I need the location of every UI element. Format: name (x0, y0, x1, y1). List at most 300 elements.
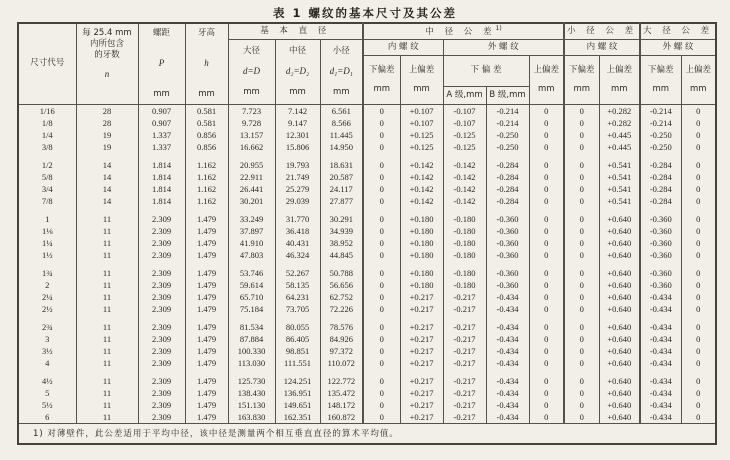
value-cell: 1.479 (185, 291, 228, 303)
value-cell: 0 (529, 225, 564, 237)
value-cell: 0 (529, 117, 564, 129)
table-row (18, 171, 716, 183)
value-cell: 0 (529, 411, 564, 424)
value-cell: 0 (564, 261, 599, 279)
value-cell: -0.360 (640, 225, 681, 237)
value-cell: -0.125 (443, 129, 486, 141)
value-cell: +0.640 (599, 261, 640, 279)
value-cell: 11 (76, 249, 138, 261)
value-cell: 11 (76, 303, 138, 315)
value-cell: +0.541 (599, 171, 640, 183)
value-cell: 64.231 (275, 291, 320, 303)
grade-b-label: B 级,mm (489, 89, 526, 100)
value-cell: 6.561 (320, 105, 363, 118)
value-cell: 26.441 (228, 183, 275, 195)
header-lower-deviation-int-pitch (363, 55, 400, 104)
value-cell: +0.180 (400, 207, 443, 225)
external-thread-label: 外 螺 纹 (662, 41, 694, 52)
value-cell: 80.055 (275, 315, 320, 333)
value-cell: +0.180 (400, 249, 443, 261)
value-cell: 0 (529, 291, 564, 303)
size-code-cell: 3/8 (18, 141, 76, 153)
value-cell: -0.217 (443, 357, 486, 369)
value-cell: +0.107 (400, 105, 443, 118)
value-cell: -0.250 (486, 129, 529, 141)
value-cell: -0.180 (443, 237, 486, 249)
value-cell: +0.142 (400, 153, 443, 171)
value-cell: 2.309 (138, 237, 185, 249)
thread-height-symbol: h (204, 58, 209, 69)
table-row (18, 105, 716, 118)
value-cell: -0.214 (486, 117, 529, 129)
value-cell: 0 (363, 369, 400, 387)
value-cell: 1.814 (138, 171, 185, 183)
value-cell: 22.911 (228, 171, 275, 183)
header-basic-diameter-group (228, 23, 363, 39)
value-cell: -0.434 (486, 369, 529, 387)
value-cell: 0 (529, 387, 564, 399)
value-cell: 135.472 (320, 387, 363, 399)
value-cell: 163.830 (228, 411, 275, 424)
value-cell: 1.479 (185, 387, 228, 399)
mm-unit: mm (652, 83, 670, 94)
value-cell: 0 (564, 369, 599, 387)
value-cell: 11 (76, 369, 138, 387)
value-cell: 11 (76, 387, 138, 399)
mm-unit: mm (690, 83, 707, 94)
value-cell: 0 (681, 141, 716, 153)
size-code-cell: 1 (18, 207, 76, 225)
value-cell: 34.939 (320, 225, 363, 237)
value-cell: 0.907 (138, 105, 185, 118)
value-cell: +0.541 (599, 183, 640, 195)
value-cell: 1.337 (138, 141, 185, 153)
value-cell: 0 (363, 411, 400, 424)
value-cell: 0 (681, 249, 716, 261)
value-cell: 2.309 (138, 387, 185, 399)
value-cell: 0 (529, 129, 564, 141)
value-cell: 11 (76, 345, 138, 357)
size-code-cell: 1/16 (18, 105, 76, 118)
value-cell: +0.180 (400, 225, 443, 237)
value-cell: 0 (681, 105, 716, 118)
size-code-cell: 3 (18, 333, 76, 345)
value-cell: -0.284 (486, 153, 529, 171)
value-cell: -0.434 (640, 345, 681, 357)
value-cell: -0.217 (443, 345, 486, 357)
table-row (18, 207, 716, 225)
value-cell: +0.282 (599, 117, 640, 129)
value-cell: -0.107 (443, 117, 486, 129)
value-cell: 13.157 (228, 129, 275, 141)
header-upper-deviation-int-minor (599, 55, 640, 104)
minor-diameter-unit: mm (332, 86, 350, 97)
value-cell: 18.631 (320, 153, 363, 171)
value-cell: 1.479 (185, 303, 228, 315)
header-pitch-diameter-tolerance-group (363, 23, 564, 39)
value-cell: 1.479 (185, 225, 228, 237)
value-cell: 7.723 (228, 105, 275, 118)
value-cell: -0.180 (443, 225, 486, 237)
value-cell: +0.640 (599, 345, 640, 357)
value-cell: 11 (76, 315, 138, 333)
value-cell: 0 (564, 117, 599, 129)
value-cell: -0.250 (640, 129, 681, 141)
major-diameter-symbol: d=D (242, 66, 261, 77)
value-cell: 31.770 (275, 207, 320, 225)
table-footer (18, 424, 716, 445)
value-cell: -0.434 (640, 387, 681, 399)
value-cell: 0.856 (185, 141, 228, 153)
value-cell: +0.445 (599, 141, 640, 153)
value-cell: 0 (681, 261, 716, 279)
value-cell: -0.214 (640, 117, 681, 129)
value-cell: -0.214 (486, 105, 529, 118)
value-cell: 1.337 (138, 129, 185, 141)
pitch-diameter-unit: mm (289, 86, 306, 97)
size-code-cell: 5½ (18, 399, 76, 411)
value-cell: 46.324 (275, 249, 320, 261)
value-cell: +0.640 (599, 225, 640, 237)
value-cell: 19.793 (275, 153, 320, 171)
value-cell: 1.162 (185, 171, 228, 183)
value-cell: 2.309 (138, 315, 185, 333)
value-cell: -0.217 (443, 369, 486, 387)
value-cell: 0.581 (185, 105, 228, 118)
value-cell: -0.284 (486, 183, 529, 195)
major-diameter-title: 大径 (242, 45, 260, 56)
value-cell: 110.072 (320, 357, 363, 369)
value-cell: 2.309 (138, 261, 185, 279)
value-cell: 86.405 (275, 333, 320, 345)
tpi-line1: 每 25.4 mm (82, 28, 132, 38)
value-cell: 19 (76, 141, 138, 153)
value-cell: -0.434 (640, 369, 681, 387)
value-cell: 0 (529, 249, 564, 261)
header-lower-deviation-int-minor (564, 55, 599, 104)
value-cell: 28 (76, 105, 138, 118)
value-cell: 0 (681, 303, 716, 315)
value-cell: +0.282 (599, 105, 640, 118)
value-cell: 47.803 (228, 249, 275, 261)
header-upper-deviation-ext-pitch (529, 55, 564, 104)
value-cell: 11.445 (320, 129, 363, 141)
value-cell: +0.640 (599, 249, 640, 261)
value-cell: 0 (681, 315, 716, 333)
value-cell: 2.309 (138, 345, 185, 357)
value-cell: 0 (564, 141, 599, 153)
value-cell: 0.581 (185, 117, 228, 129)
lower-deviation-label: 下偏差 (569, 64, 595, 75)
header-pitch-diameter (275, 39, 320, 104)
value-cell: 98.851 (275, 345, 320, 357)
value-cell: -0.434 (486, 333, 529, 345)
table-row (18, 261, 716, 279)
value-cell: 0 (363, 387, 400, 399)
value-cell: 0 (564, 333, 599, 345)
value-cell: -0.284 (640, 171, 681, 183)
grade-a-label: A 级,mm (446, 89, 483, 100)
size-code-cell: 1/2 (18, 153, 76, 171)
size-code-cell: 7/8 (18, 195, 76, 207)
value-cell: +0.217 (400, 333, 443, 345)
value-cell: 136.951 (275, 387, 320, 399)
value-cell: 0 (564, 357, 599, 369)
value-cell: +0.217 (400, 303, 443, 315)
value-cell: 0 (363, 207, 400, 225)
value-cell: 0 (681, 279, 716, 291)
value-cell: 33.249 (228, 207, 275, 225)
value-cell: -0.217 (443, 303, 486, 315)
value-cell: 2.309 (138, 291, 185, 303)
value-cell: +0.125 (400, 129, 443, 141)
value-cell: -0.214 (640, 105, 681, 118)
value-cell: 11 (76, 411, 138, 424)
value-cell: 0.907 (138, 117, 185, 129)
size-code-cell: 3½ (18, 345, 76, 357)
value-cell: 9.728 (228, 117, 275, 129)
thread-height-title: 牙高 (197, 28, 215, 38)
value-cell: +0.640 (599, 315, 640, 333)
size-code-cell: 6 (18, 411, 76, 424)
value-cell: +0.640 (599, 357, 640, 369)
value-cell: +0.640 (599, 237, 640, 249)
value-cell: 2.309 (138, 369, 185, 387)
value-cell: 0 (363, 315, 400, 333)
table-row (18, 225, 716, 237)
value-cell: 0 (363, 333, 400, 345)
value-cell: 0 (681, 237, 716, 249)
value-cell: 0 (529, 333, 564, 345)
value-cell: 2.309 (138, 411, 185, 424)
table-row (18, 315, 716, 333)
value-cell: 0 (363, 237, 400, 249)
value-cell: +0.640 (599, 303, 640, 315)
value-cell: 2.309 (138, 357, 185, 369)
value-cell: 73.705 (275, 303, 320, 315)
value-cell: 56.656 (320, 279, 363, 291)
value-cell: 160.872 (320, 411, 363, 424)
value-cell: -0.180 (443, 279, 486, 291)
value-cell: 0 (363, 291, 400, 303)
value-cell: 0 (564, 387, 599, 399)
value-cell: 30.291 (320, 207, 363, 225)
value-cell: -0.434 (640, 291, 681, 303)
value-cell: +0.180 (400, 261, 443, 279)
value-cell: +0.142 (400, 171, 443, 183)
value-cell: 2.309 (138, 279, 185, 291)
lower-deviation-label: 下偏差 (369, 64, 395, 75)
value-cell: -0.142 (443, 195, 486, 207)
value-cell: 72.226 (320, 303, 363, 315)
value-cell: -0.434 (486, 291, 529, 303)
value-cell: 2.309 (138, 333, 185, 345)
value-cell: 0 (564, 207, 599, 225)
value-cell: +0.217 (400, 357, 443, 369)
value-cell: 16.662 (228, 141, 275, 153)
value-cell: 11 (76, 357, 138, 369)
value-cell: +0.125 (400, 141, 443, 153)
value-cell: 1.479 (185, 411, 228, 424)
value-cell: -0.180 (443, 207, 486, 225)
value-cell: 20.587 (320, 171, 363, 183)
pitch-diameter-title: 中径 (288, 45, 306, 56)
header-minor-diameter-tolerance-group (564, 23, 640, 39)
value-cell: -0.125 (443, 141, 486, 153)
size-code-cell: 2½ (18, 303, 76, 315)
minor-diameter-symbol: d₁=D₁ (329, 66, 353, 77)
table-row (18, 369, 716, 387)
value-cell: 0 (363, 261, 400, 279)
value-cell: 1.479 (185, 345, 228, 357)
value-cell: 37.897 (228, 225, 275, 237)
value-cell: -0.217 (443, 315, 486, 333)
value-cell: 0 (529, 303, 564, 315)
table-row (18, 129, 716, 141)
size-code-cell: 4½ (18, 369, 76, 387)
value-cell: 125.730 (228, 369, 275, 387)
value-cell: -0.360 (640, 279, 681, 291)
value-cell: 11 (76, 237, 138, 249)
table-row (18, 117, 716, 129)
value-cell: 0 (529, 153, 564, 171)
value-cell: 0 (363, 249, 400, 261)
value-cell: 0 (564, 129, 599, 141)
value-cell: 0 (564, 411, 599, 424)
value-cell: 0 (681, 207, 716, 225)
mm-unit: mm (538, 83, 555, 94)
header-threads-per-inch (76, 23, 138, 105)
table-row (18, 357, 716, 369)
value-cell: 0 (529, 105, 564, 118)
size-code-cell: 1½ (18, 249, 76, 261)
value-cell: -0.250 (640, 141, 681, 153)
value-cell: 0 (564, 105, 599, 118)
value-cell: +0.640 (599, 279, 640, 291)
value-cell: +0.142 (400, 195, 443, 207)
value-cell: 162.351 (275, 411, 320, 424)
value-cell: 0 (681, 333, 716, 345)
value-cell: 11 (76, 225, 138, 237)
header-major-diameter (228, 39, 275, 104)
value-cell: 0 (681, 357, 716, 369)
value-cell: 38.952 (320, 237, 363, 249)
value-cell: 0 (681, 345, 716, 357)
table-header (18, 23, 716, 105)
mm-unit: mm (413, 83, 430, 94)
value-cell: +0.217 (400, 399, 443, 411)
value-cell: +0.640 (599, 207, 640, 225)
value-cell: 0 (529, 171, 564, 183)
value-cell: +0.180 (400, 279, 443, 291)
value-cell: 0 (564, 183, 599, 195)
value-cell: -0.434 (640, 411, 681, 424)
value-cell: 0 (681, 291, 716, 303)
value-cell: 2.309 (138, 399, 185, 411)
value-cell: 0 (363, 195, 400, 207)
value-cell: 40.431 (275, 237, 320, 249)
value-cell: 0 (564, 345, 599, 357)
value-cell: 149.651 (275, 399, 320, 411)
value-cell: 21.749 (275, 171, 320, 183)
header-size-code (18, 23, 76, 105)
value-cell: 0 (363, 399, 400, 411)
value-cell: 0 (681, 117, 716, 129)
value-cell: 11 (76, 399, 138, 411)
value-cell: 2.309 (138, 303, 185, 315)
thread-dimensions-table (17, 22, 717, 445)
value-cell: +0.640 (599, 399, 640, 411)
header-grade-a (443, 86, 486, 105)
value-cell: 59.614 (228, 279, 275, 291)
value-cell: 148.172 (320, 399, 363, 411)
value-cell: 0 (681, 369, 716, 387)
table-row (18, 183, 716, 195)
value-cell: 78.576 (320, 315, 363, 333)
value-cell: 58.135 (275, 279, 320, 291)
major-diameter-unit: mm (243, 86, 260, 97)
value-cell: 2.309 (138, 207, 185, 225)
tpi-line2: 内所包含 (89, 39, 124, 50)
value-cell: 28 (76, 117, 138, 129)
value-cell: 0 (529, 315, 564, 333)
value-cell: 111.551 (275, 357, 320, 369)
size-code-cell: 1/8 (18, 117, 76, 129)
value-cell: 53.746 (228, 261, 275, 279)
thread-height-unit: mm (198, 88, 215, 99)
value-cell: 1.479 (185, 357, 228, 369)
value-cell: 62.752 (320, 291, 363, 303)
internal-thread-label: 内 螺 纹 (387, 41, 419, 52)
size-code-cell: 1/4 (18, 129, 76, 141)
value-cell: 1.479 (185, 315, 228, 333)
value-cell: -0.142 (443, 153, 486, 171)
value-cell: 0 (681, 399, 716, 411)
value-cell: 7.142 (275, 105, 320, 118)
value-cell: -0.434 (486, 387, 529, 399)
table-row (18, 387, 716, 399)
pitch-title: 螺距 (152, 28, 170, 38)
minor-diameter-title: 小径 (332, 45, 350, 56)
value-cell: 0 (529, 207, 564, 225)
value-cell: -0.217 (443, 411, 486, 424)
value-cell: 0 (564, 303, 599, 315)
size-code-cell: 1¼ (18, 237, 76, 249)
major-tolerance-group-label: 大 径 公 差 (643, 25, 714, 36)
mm-unit: mm (611, 83, 628, 94)
header-grade-b (486, 86, 529, 105)
value-cell: 0 (681, 195, 716, 207)
value-cell: +0.445 (599, 129, 640, 141)
value-cell: -0.360 (486, 261, 529, 279)
value-cell: +0.541 (599, 153, 640, 171)
size-code-cell: 5 (18, 387, 76, 399)
value-cell: 36.418 (275, 225, 320, 237)
value-cell: 0 (681, 183, 716, 195)
value-cell: 0 (564, 279, 599, 291)
upper-deviation-label: 上偏差 (408, 64, 435, 75)
value-cell: 12.301 (275, 129, 320, 141)
value-cell: 11 (76, 333, 138, 345)
header-external-thread-pitch-tol (443, 39, 564, 55)
value-cell: 1.479 (185, 369, 228, 387)
value-cell: 1.814 (138, 183, 185, 195)
size-code-cell: 1⅛ (18, 225, 76, 237)
value-cell: 0 (529, 357, 564, 369)
value-cell: 138.430 (228, 387, 275, 399)
value-cell: -0.217 (443, 333, 486, 345)
value-cell: 11 (76, 291, 138, 303)
